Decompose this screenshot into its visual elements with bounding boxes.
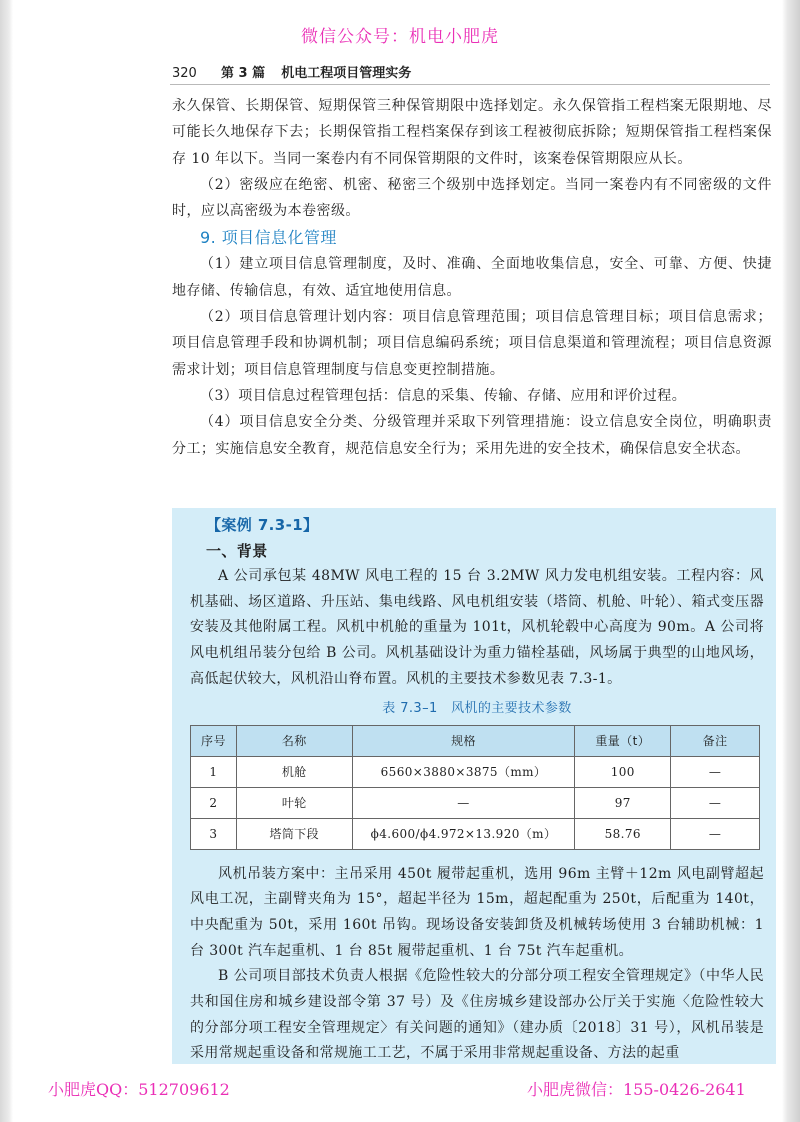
table-cell: 1 xyxy=(191,756,237,787)
header-rule xyxy=(170,84,770,85)
case-paragraph-3: B 公司项目部技术负责人根据《危险性较大的分部分项工程安全管理规定》（中华人民共和国住房和城乡建设部令第 37 号）及《住房城乡建设部办公厅关于实施〈危险性较大的分部分项工程安全管理规定〉有关问题的通知》（建办质〔2018〕31 号），风机吊装是采用常规起重设备和常规施工工艺，不属于采用非常规起重设备、方法的起重 xyxy=(190,968,764,1062)
running-header xyxy=(172,62,411,81)
case-paragraph-1: A 公司承包某 48MW 风电工程的 15 台 3.2MW 风力发电机组安装。工程内容：风机基础、场区道路、升压站、集电线路、风电机组安装（塔筒、机舱、叶轮）、箱式变压器安装及其他附属工程。风机中机舱的重量为 101t，风机轮毂中心高度为 90m。A 公司将风电机组吊装分包给 B 公司。风机基础设计为重力锚栓基础，风场属于典型的山地风场，高低起伏较大，风机沿山脊布置。风机的主要技术参数见表 7.3-1。 xyxy=(190,568,764,687)
section-item-4: （4）项目信息安全分类、分级管理并采取下列管理措施：设立信息安全岗位，明确职责分工；实施信息安全教育，规范信息安全行为；采用先进的安全技术，确保信息安全状态。 xyxy=(172,414,772,457)
table-cell: — xyxy=(671,787,760,818)
table-cell: — xyxy=(352,787,575,818)
spec-table xyxy=(190,725,760,850)
section-item-3: （3）项目信息过程管理包括：信息的采集、传输、存储、应用和评价过程。 xyxy=(200,387,687,404)
table-cell: 2 xyxy=(191,787,237,818)
table-cell: — xyxy=(671,818,760,849)
section-heading: 9. 项目信息化管理 xyxy=(200,228,337,248)
table-header-cell: 备注 xyxy=(671,725,760,756)
table-header-cell: 序号 xyxy=(191,725,237,756)
table-cell: 塔筒下段 xyxy=(236,818,352,849)
part-label: 第 3 篇 xyxy=(220,66,266,81)
case-title: 【案例 7.3-1】 xyxy=(206,516,319,534)
table-row xyxy=(191,818,760,849)
page-edge-right xyxy=(782,0,800,1122)
book-title: 机电工程项目管理实务 xyxy=(281,66,412,81)
table-row xyxy=(191,787,760,818)
footer-qq: 小肥虎QQ：512709612 xyxy=(48,1080,230,1099)
table-cell: 3 xyxy=(191,818,237,849)
case-paragraph-2: 风机吊装方案中：主吊采用 450t 履带起重机，选用 96m 主臂＋12m 风电副臂超起风电工况，主副臂夹角为 15°，超起半径为 15m，超起配重为 250t，后配重为 140t，中央配重为 50t，采用 160t 吊钩。现场设备安装卸货及机械转场使用 3 台辅助机械：1 台 300t 汽车起重机、1 台 85t 履带起重机、1 台 75t 汽车起重机。 xyxy=(190,865,764,959)
table-cell: 叶轮 xyxy=(236,787,352,818)
paragraph-confidentiality: （2）密级应在绝密、机密、秘密三个级别中选择划定。当同一案卷内有不同密级的文件时，应以高密级为本卷密级。 xyxy=(172,176,772,220)
section-item-2: （2）项目信息管理计划内容：项目信息管理范围；项目信息管理目标；项目信息需求；项目信息管理手段和协调机制；项目信息编码系统；项目信息渠道和管理流程；项目信息资源需求计划；项目信息管理制度与信息变更控制措施。 xyxy=(172,309,772,378)
watermark-top: 微信公众号：机电小肥虎 xyxy=(301,27,499,47)
page-number: 320 xyxy=(172,66,197,81)
table-header-row xyxy=(191,725,760,756)
table-cell: 58.76 xyxy=(575,818,671,849)
page-edge-left xyxy=(0,0,13,1122)
paragraph-storage-period: 永久保管、长期保管、短期保管三种保管期限中选择划定。永久保管指工程档案无限期地、尽可能长久地保存下去；长期保管指工程档案保存到该工程被彻底拆除；短期保管指工程档案保存 10 年以下。当同一案卷内有不同保管期限的文件时，该案卷保管期限应从长。 xyxy=(172,98,772,167)
case-study-box xyxy=(172,508,776,1064)
table-cell: 97 xyxy=(575,787,671,818)
main-text xyxy=(172,93,772,462)
table-cell: ϕ4.600/ϕ4.972×13.920（m） xyxy=(352,818,575,849)
table-header-cell: 重量（t） xyxy=(575,725,671,756)
section-item-1: （1）建立项目信息管理制度，及时、准确、全面地收集信息，安全、可靠、方便、快捷地存储、传输信息，有效、适宜地使用信息。 xyxy=(172,256,772,299)
table-caption: 表 7.3–1 风机的主要技术参数 xyxy=(382,700,572,716)
table-row xyxy=(191,756,760,787)
table-header-cell: 规格 xyxy=(352,725,575,756)
table-cell: 100 xyxy=(575,756,671,787)
footer-wechat: 小肥虎微信：155-0426-2641 xyxy=(527,1080,746,1099)
table-cell: 机舱 xyxy=(236,756,352,787)
case-background-heading: 一、背景 xyxy=(206,542,268,560)
table-cell: — xyxy=(671,756,760,787)
table-cell: 6560×3880×3875（mm） xyxy=(352,756,575,787)
case-study-content xyxy=(190,512,764,1067)
table-header-cell: 名称 xyxy=(236,725,352,756)
